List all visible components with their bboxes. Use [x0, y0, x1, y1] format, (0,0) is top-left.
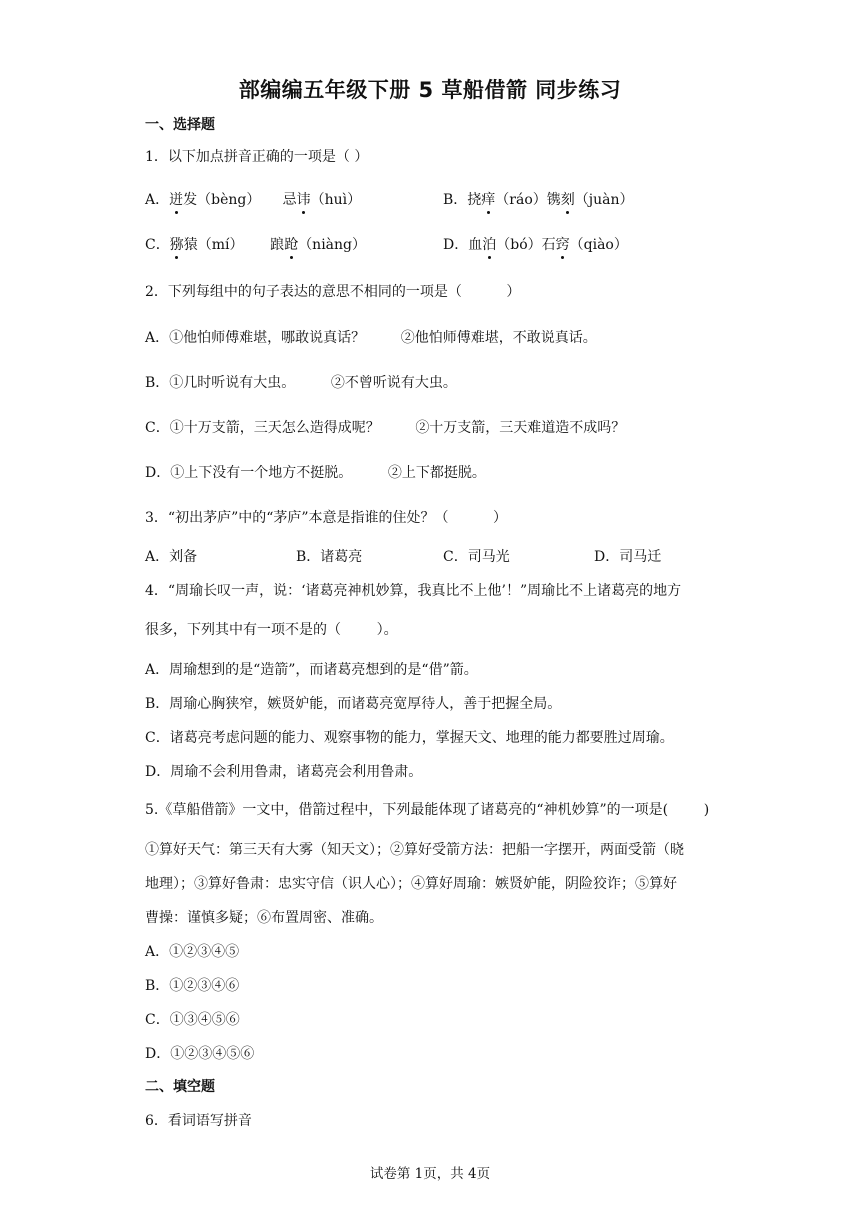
dotted-char: 窍 [556, 234, 570, 254]
question-5-option-c: C．①③④⑤⑥ [145, 1012, 240, 1028]
question-4-option-b: B．周瑜心胸狭窄，嫉贤妒能，而诸葛亮宽厚待人，善于把握全局。 [145, 696, 562, 712]
question-2-option-c: C．①十万支箭，三天怎么造得成呢？ ②十万支箭，三天难道造不成吗？ [145, 420, 626, 436]
dotted-char: 刻 [561, 189, 575, 209]
question-1-option-b: B．挠痒（ráo）镌刻（juàn） [443, 189, 634, 209]
question-4-stem-line2: 很多，下列其中有一项不是的（ ）。 [145, 622, 398, 638]
page-footer: 试卷第 1页，共 4页 [369, 1166, 491, 1182]
dotted-char: 痒 [481, 189, 495, 209]
section-heading-choice: 一、选择题 [145, 117, 215, 133]
question-3-stem: 3．“初出茅庐”中的“茅庐”本意是指谁的住处？（ ） [145, 510, 508, 526]
question-3-option-c: C．司马光 [443, 549, 510, 565]
dotted-char: 迸 [169, 189, 183, 209]
question-1-option-d: D．血泊（bó）石窍（qiào） [443, 234, 628, 254]
question-6-stem: 6．看词语写拼音 [145, 1113, 252, 1129]
dotted-char: 跄 [284, 234, 298, 254]
question-3-option-b: B．诸葛亮 [296, 549, 363, 565]
question-1-option-c: C．猕猿（mí） 踉跄（niàng） [145, 234, 366, 254]
question-4-option-a: A．周瑜想到的是“造箭”，而诸葛亮想到的是“借”箭。 [145, 662, 478, 678]
question-3-option-d: D．司马迁 [594, 549, 662, 565]
question-5-passage-line1: ①算好天气：第三天有大雾（知天文）；②算好受箭方法：把船一字摆开，两面受箭（晓 [145, 842, 684, 858]
section-heading-fill: 二、填空题 [145, 1079, 215, 1095]
question-5-option-a: A．①②③④⑤ [145, 944, 240, 960]
dotted-char: 讳 [297, 189, 311, 209]
dotted-char: 猕 [170, 234, 184, 254]
question-4-option-c: C．诸葛亮考虑问题的能力、观察事物的能力，掌握天文、地理的能力都要胜过周瑜。 [145, 730, 674, 746]
question-5-option-d: D．①②③④⑤⑥ [145, 1046, 255, 1062]
dotted-char: 泊 [482, 234, 496, 254]
question-1-stem: 1．以下加点拼音正确的一项是（ ） [145, 149, 369, 165]
question-1-option-a: A．迸发（bèng） 忌讳（huì） [145, 189, 361, 209]
question-4-stem-line1: 4．“周瑜长叹一声，说：‘诸葛亮神机妙算，我真比不上他’！”周瑜比不上诸葛亮的地方 [145, 583, 682, 599]
question-3-option-a: A．刘备 [145, 549, 198, 565]
question-2-option-d: D．①上下没有一个地方不挺脱。 ②上下都挺脱。 [145, 465, 486, 481]
question-5-option-b: B．①②③④⑥ [145, 978, 240, 994]
question-4-option-d: D．周瑜不会利用鲁肃，诸葛亮会利用鲁肃。 [145, 764, 423, 780]
question-2-option-a: A．①他怕师傅难堪，哪敢说真话？ ②他怕师傅难堪，不敢说真话。 [145, 330, 597, 346]
question-5-stem: 5.《草船借箭》一文中，借箭过程中，下列最能体现了诸葛亮的“神机妙算”的一项是( ) [145, 802, 710, 818]
question-5-passage-line3: 曹操：谨慎多疑；⑥布置周密、准确。 [145, 910, 383, 926]
question-5-passage-line2: 地理）；③算好鲁肃：忠实守信（识人心）；④算好周瑜：嫉贤妒能，阴险狡诈；⑤算好 [145, 876, 677, 892]
page-title: 部编编五年级下册 5 草船借箭 同步练习 [238, 78, 622, 102]
question-2-stem: 2．下列每组中的句子表达的意思不相同的一项是（ ） [145, 284, 521, 300]
question-2-option-b: B．①几时听说有大虫。 ②不曾听说有大虫。 [145, 375, 457, 391]
